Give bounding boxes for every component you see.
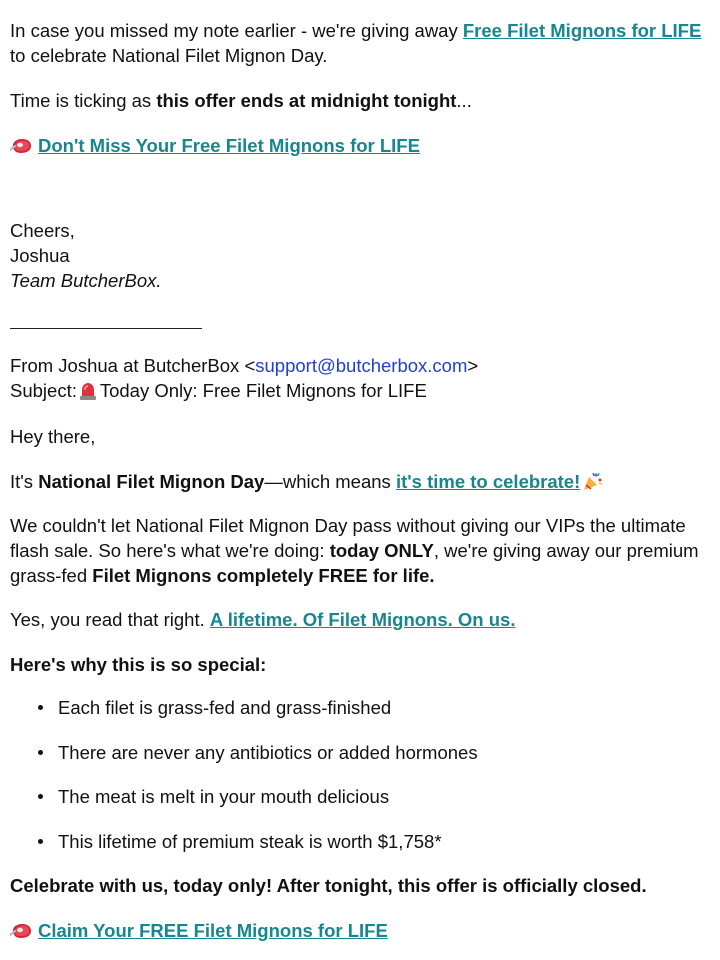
signature-cheers: Cheers, [10,220,75,241]
from-suffix: > [467,355,479,376]
feature-text: The meat is melt in your mouth delicious [58,786,390,807]
signature-team: Team ButcherBox. [10,270,162,291]
lifetime-link[interactable]: A lifetime. Of Filet Mignons. On us. [209,609,516,630]
ticking-bold: this offer ends at midnight tonight [156,90,457,111]
steak-icon [10,135,32,151]
ticking-suffix: ... [456,90,472,111]
subject-line [10,378,712,403]
siren-icon [79,381,97,400]
feature-text: This lifetime of premium steak is worth $1,758* [58,830,442,852]
list-item [10,829,478,874]
p2-bold1: today ONLY [329,540,434,561]
list-item [10,695,478,740]
closing-paragraph: Celebrate with us, today only! After tonight, this offer is officially closed. [10,875,647,896]
ticking-prefix: Time is ticking as [10,90,157,111]
cta-paragraph [10,133,712,158]
p3-prefix: Yes, you read that right. [10,609,210,630]
subject-prefix: Subject: [10,380,77,401]
bullet-icon [38,839,43,844]
final-cta-paragraph [10,918,712,943]
support-email-link[interactable]: support@butcherbox.com [255,355,468,376]
steak-icon [10,920,32,936]
free-filet-link[interactable]: Free Filet Mignons for LIFE [462,20,702,41]
p2-bold2: Filet Mignons completely FREE for life. [92,565,435,586]
subject-text: Today Only: Free Filet Mignons for LIFE [99,380,427,401]
party-popper-icon [582,471,604,491]
signature-name: Joshua [10,245,70,266]
p1-bold: National Filet Mignon Day [38,471,265,492]
lifetime-paragraph [10,607,712,632]
feature-text: Each filet is grass-fed and grass-finished [58,697,392,718]
dont-miss-link[interactable]: Don't Miss Your Free Filet Mignons for LIFE [38,135,420,156]
p2-part2: , we're giving away our premium grass-fed [10,540,699,586]
feature-text: There are never any antibiotics or added hormones [58,741,478,763]
claim-filet-link[interactable]: Claim Your FREE Filet Mignons for LIFE [38,920,388,941]
bullet-icon [38,750,43,755]
forwarded-header [10,353,712,403]
intro-text-suffix: to celebrate National Filet Mignon Day. [10,45,328,66]
greeting: Hey there, [10,426,96,447]
intro-text-prefix: In case you missed my note earlier - we're giving away [10,20,463,41]
feature-list [10,695,478,873]
why-heading: Here's why this is so special: [10,654,267,675]
celebrate-link[interactable]: it's time to celebrate! [395,471,581,492]
ticking-paragraph [10,88,712,113]
from-line [10,353,712,378]
celebrate-paragraph [10,468,712,494]
p2-part1: We couldn't let National Filet Mignon Day pass without giving our VIPs the ultimate flash sale. So here's what we're doing: [10,515,686,561]
flash-sale-paragraph [10,513,712,588]
list-item [10,784,478,829]
bullet-icon [38,794,43,799]
p1-mid: —which means [264,471,396,492]
intro-paragraph [10,18,712,68]
divider [10,328,202,329]
list-item [10,740,478,785]
signature [10,218,712,293]
p1-prefix: It's [10,471,39,492]
bullet-icon [38,705,43,710]
from-prefix: From Joshua at ButcherBox < [10,355,256,376]
